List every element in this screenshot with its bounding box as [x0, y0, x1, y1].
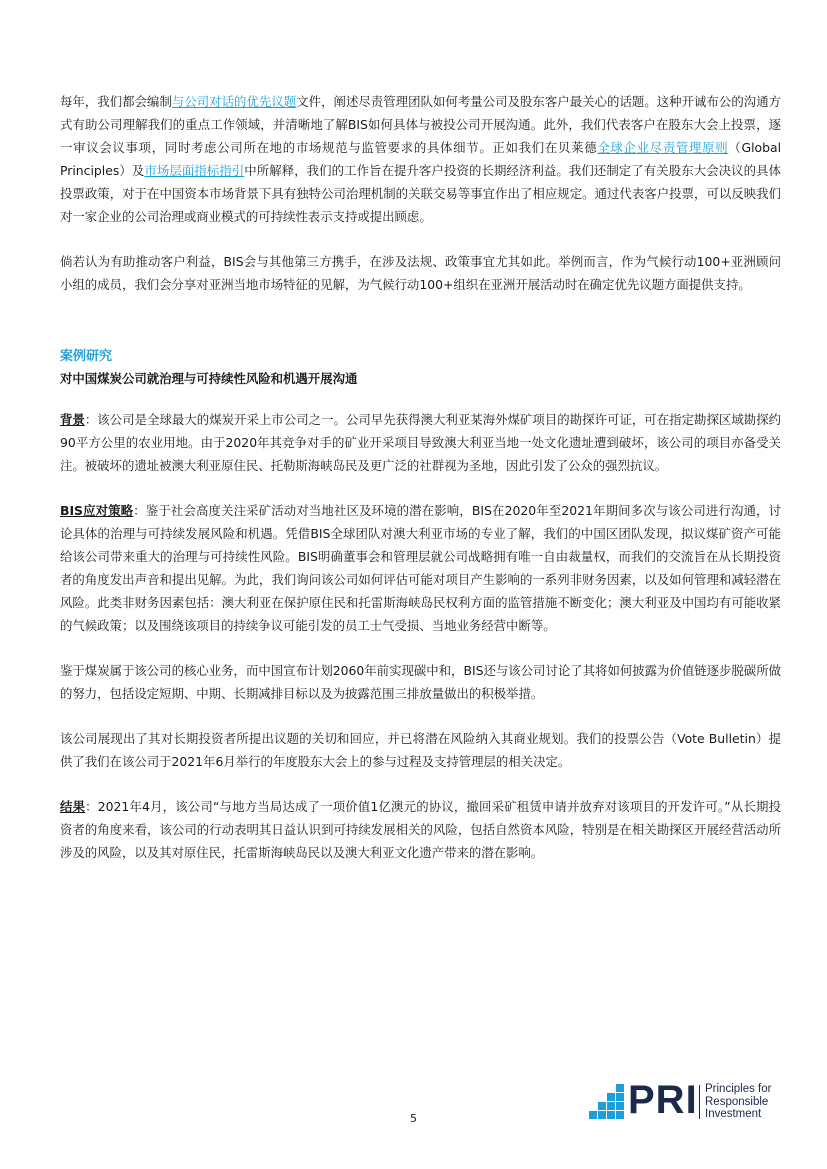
global-principles-link[interactable]: 全球企业尽责管理原则	[597, 140, 729, 155]
tagline-line-2: Responsible	[705, 1095, 769, 1108]
paragraph-text: （Global Principles）及	[60, 140, 782, 178]
case-study-subtitle: 对中国煤炭公司就治理与可持续性风险和机遇开展沟通	[60, 371, 358, 386]
paragraph-vote-bulletin: 该公司展现出了其对长期投资者所提出议题的关切和回应，并已将潜在风险纳入其商业规划。我们的投票公告（Vote Bulletin）提供了我们在该公司于2021年6月举行的年度股东大会上的参与过程及支持管理层的相关决定。	[60, 731, 781, 769]
paragraph-text: 文件，阐述尽责管理团队如何考量公司及股东客户最关心的话题。这种开诚布公的沟通方式有助公司理解我们的重点工作领域，并清晰地了解BIS如何具体与被投公司开展沟通。此外，我们代表客户在股东大会上投票，逐一审议会议事项，同时考虑公司所在地的市场规范与监管要求的具体细节。正如我们在贝莱德	[60, 94, 782, 155]
tagline-line-1: Principles for	[705, 1083, 772, 1095]
pri-logo	[588, 1078, 788, 1122]
document-body	[60, 90, 781, 864]
pri-tagline	[705, 1083, 771, 1121]
strategy-text: ：鉴于社会高度关注采矿活动对当地社区及环境的潜在影响，BIS在2020年至2021年期间多次与该公司进行沟通，讨论具体的治理与可持续发展风险和机遇。凭借BIS全球团队对澳大利亚市场的专业了解，我们的中国区团队发现，拟议煤矿资产可能给该公司带来重大的治理与可持续性风险。BIS明确董事会和管理层就公司战略拥有唯一自由裁量权，而我们的交流旨在从长期投资者的角度发出声音和提出见解。为此，我们询问该公司如何评估可能对项目产生影响的一系列非财务因素，以及如何管理和减轻潜在风险。此类非财务因素包括：澳大利亚在保护原住民和托雷斯海峡岛民权利方面的监管措施不断变化；澳大利亚及中国均有可能收紧的气候政策；以及围绕该项目的持续争议可能引发的员工士气受损、当地业务经营中断等。	[60, 503, 781, 633]
background-label: 背景	[60, 412, 85, 427]
logo-divider	[699, 1085, 700, 1119]
paragraph-priorities	[60, 90, 781, 228]
strategy-label: BIS应对策略	[60, 503, 134, 518]
engagement-priorities-link[interactable]: 与公司对话的优先议题	[171, 94, 297, 109]
paragraph-text: 每年，我们都会编制	[60, 94, 172, 109]
pri-wordmark: PRI	[628, 1078, 698, 1122]
pri-squares-icon	[588, 1084, 626, 1120]
paragraph-decarbonisation: 鉴于煤炭属于该公司的核心业务，而中国宣布计划2060年前实现碳中和，BIS还与该公司讨论了其将如何披露为价值链逐步脱碳所做的努力，包括设定短期、中期、长期减排目标以及为披露范围三排放量做出的积极举措。	[60, 663, 781, 701]
market-guidelines-link[interactable]: 市场层面指标指引	[144, 163, 245, 178]
paragraph-background	[60, 408, 781, 477]
paragraph-strategy	[60, 499, 781, 637]
paragraph-result	[60, 795, 781, 864]
page-number: 5	[410, 1112, 417, 1125]
paragraph-third-parties: 倘若认为有助推动客户利益，BIS会与其他第三方携手，在涉及法规、政策事宜尤其如此。举例而言，作为气候行动100+亚洲顾问小组的成员，我们会分享对亚洲当地市场特征的见解，为气候行动100+组织在亚洲开展活动时在确定优先议题方面提供支持。	[60, 254, 781, 292]
tagline-line-3: Investment	[705, 1108, 762, 1120]
case-study-heading: 案例研究	[60, 349, 113, 364]
background-text: ：该公司是全球最大的煤炭开采上市公司之一。公司早先获得澳大利亚某海外煤矿项目的勘探许可证，可在指定勘探区域勘探约90平方公里的农业用地。由于2020年其竞争对手的矿业开采项目导致澳大利亚当地一处文化遗址遭到破坏，该公司的项目亦备受关注。被破坏的遗址被澳大利亚原住民、托勒斯海峡岛民及更广泛的社群视为圣地，因此引发了公众的强烈抗议。	[60, 412, 782, 473]
result-label: 结果	[60, 799, 86, 814]
result-text: ：2021年4月，该公司“与地方当局达成了一项价值1亿澳元的协议，撤回采矿租赁申请并放弃对该项目的开发许可。”从长期投资者的角度来看，该公司的行动表明其日益认识到可持续发展相关的风险，包括自然资本风险，特别是在相关勘探区开展经营活动所涉及的风险，以及其对原住民，托雷斯海峡岛民以及澳大利亚文化遗产带来的潜在影响。	[60, 799, 782, 860]
paragraph-text: 中所解释，我们的工作旨在提升客户投资的长期经济利益。我们还制定了有关股东大会决议的具体投票政策，对于在中国资本市场背景下具有独特公司治理机制的关联交易等事宜作出了相应规定。通过代表客户投票，可以反映我们对一家企业的公司治理或商业模式的可持续性表示支持或提出顾虑。	[60, 163, 782, 224]
